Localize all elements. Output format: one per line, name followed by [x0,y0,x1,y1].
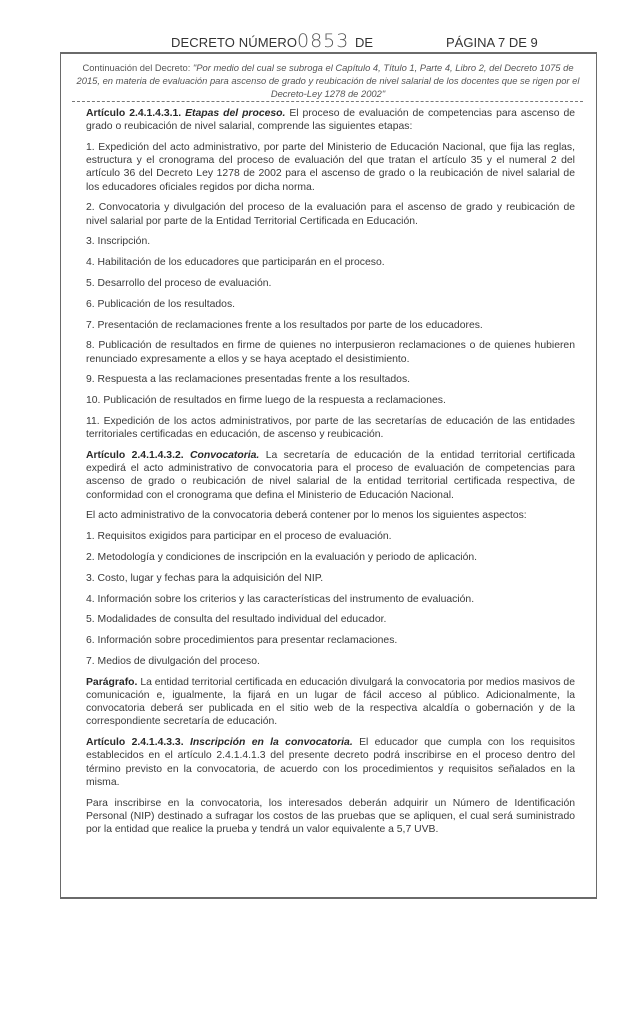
article-2-number: Artículo 2.4.1.4.3.2. [86,449,184,461]
continuation-prefix: Continuación del Decreto: [82,62,193,73]
article-2-paragraph [86,676,575,729]
article-1-item: 8. Publicación de resultados en firme de quienes no interpusieron reclamaciones o de quienes hubieren renunciado expresamente a ellos y se haya aceptado el desistimiento. [86,340,575,365]
document-body [86,107,575,844]
article-2-text: La secretaría de educación de la entidad territorial certificada expedirá el acto administrativo de convocatoria para el proceso de evaluación de competencias para ascenso de grado o reubicación de nivel salarial de la entidad territorial certificada respectiva, de conformidad con el cronograma que defina el Ministerio de Educación Nacional. [86,449,575,501]
article-1-number: Artículo 2.4.1.4.3.1. [86,108,182,119]
article-1-intro-text: El proceso de evaluación de competencias para ascenso de grado o reubicación de nivel salarial, comprende las siguientes etapas: [86,108,575,133]
continuation-heading [72,61,584,100]
article-3-title: Inscripción en la convocatoria. [189,737,353,749]
article-2-aspect: 4. Información sobre los criterios y las características del instrumento de evaluación. [86,593,475,605]
article-1-item: 7. Presentación de reclamaciones frente a los resultados por parte de los educadores. [86,319,483,331]
article-1-item: 3. Inscripción. [86,236,151,248]
article-3-nip-paragraph: Para inscribirse en la convocatoria, los interesados deberán adquirir un Número de Identificación Personal (NIP) destinado a sufragar los costos de las pruebas que se apliquen, el cual será suministrado por la entidad que realice la prueba y tendrá un valor equivalente a 5,7 UVB. [86,797,575,835]
article-2-aspect: 5. Modalidades de consulta del resultado individual del educador. [86,614,387,626]
decree-number-label: DECRETO NÚMERO [171,35,298,50]
article-1-item: 10. Publicación de resultados en firme luego de la respuesta a reclamaciones. [86,395,446,407]
article-2-title: Convocatoria. [190,449,260,461]
article-3-number: Artículo 2.4.1.4.3.3. [86,737,184,749]
article-2-aspect: 1. Requisitos exigidos para participar en el proceso de evaluación. [86,531,392,543]
article-3-text: El educador que cumpla con los requisitos establecidos en el artículo 2.4.1.4.1.3 del presente decreto podrá inscribirse en el proceso dentro del término previsto en la convocatoria, de acuerdo con los procedimientos y requisitos señalados en la misma. [86,737,575,788]
article-1-item: 2. Convocatoria y divulgación del proceso de la evaluación para el ascenso de grado y reubicación de nivel salarial por parte de la Entidad Territorial Certificada en Educación. [86,202,575,227]
article-2-aspect: 3. Costo, lugar y fechas para la adquisición del NIP. [86,572,324,584]
page-header [0,30,622,52]
page-indicator: PÁGINA 7 DE 9 [446,35,538,50]
dashed-separator [72,101,583,102]
article-2-body [86,449,575,502]
article-1-item: 4. Habilitación de los educadores que participarán en el proceso. [86,257,385,269]
article-2-aspect: 7. Medios de divulgación del proceso. [86,655,260,667]
article-1-item: 9. Respuesta a las reclamaciones presentadas frente a los resultados. [86,374,411,386]
article-1-item: 5. Desarrollo del proceso de evaluación. [86,278,272,289]
article-1-title: Etapas del proceso. [185,108,286,119]
continuation-title: "Por medio del cual se subroga el Capítulo 4, Título 1, Parte 4, Libro 2, del Decreto 1075 de 2015, en materia de evaluación para ascenso de grado y reubicación de nivel salarial de los docentes que se rigen por el Decreto-Ley 1278 de 2002" [76,62,580,99]
decree-number: 0853 [297,30,350,52]
article-1-item: 1. Expedición del acto administrativo, por parte del Ministerio de Educación Nacional, que fija las reglas, estructura y el cronograma del proceso de evaluación del que tratan el artículo 35 y el numeral 2 del artículo 36 del Decreto Ley 1278 de 2002 para el ascenso de grado o la reubicación de nivel salarial de los educadores oficiales regidos por dicha norma. [86,142,575,193]
paragraph-text: La entidad territorial certificada en educación divulgará la convocatoria por medios masivos de comunicación e, igualmente, la fijará en un lugar de fácil acceso al público. Adicionalmente, la convocatoria deberá ser publicada en el sitio web de la respectiva alcaldía o gobernación y de la correspondiente secretaría de educación. [86,676,575,728]
article-1-intro [86,107,575,133]
article-2-aspects-intro: El acto administrativo de la convocatoria deberá contener por lo menos los siguientes aspectos: [86,510,527,522]
article-3-body [86,736,575,789]
decree-date-label: DE [355,35,374,50]
article-1-item: 11. Expedición de los actos administrativos, por parte de las secretarías de educación de las entidades territoriales certificadas en educación, de ascenso y reubicación. [86,415,575,441]
paragraph-label: Parágrafo. [86,676,138,688]
article-2-aspect: 6. Información sobre procedimientos para presentar reclamaciones. [86,635,398,647]
article-1-item: 6. Publicación de los resultados. [86,298,236,310]
article-2-aspect: 2. Metodología y condiciones de inscripción en la evaluación y periodo de aplicación. [86,551,478,563]
